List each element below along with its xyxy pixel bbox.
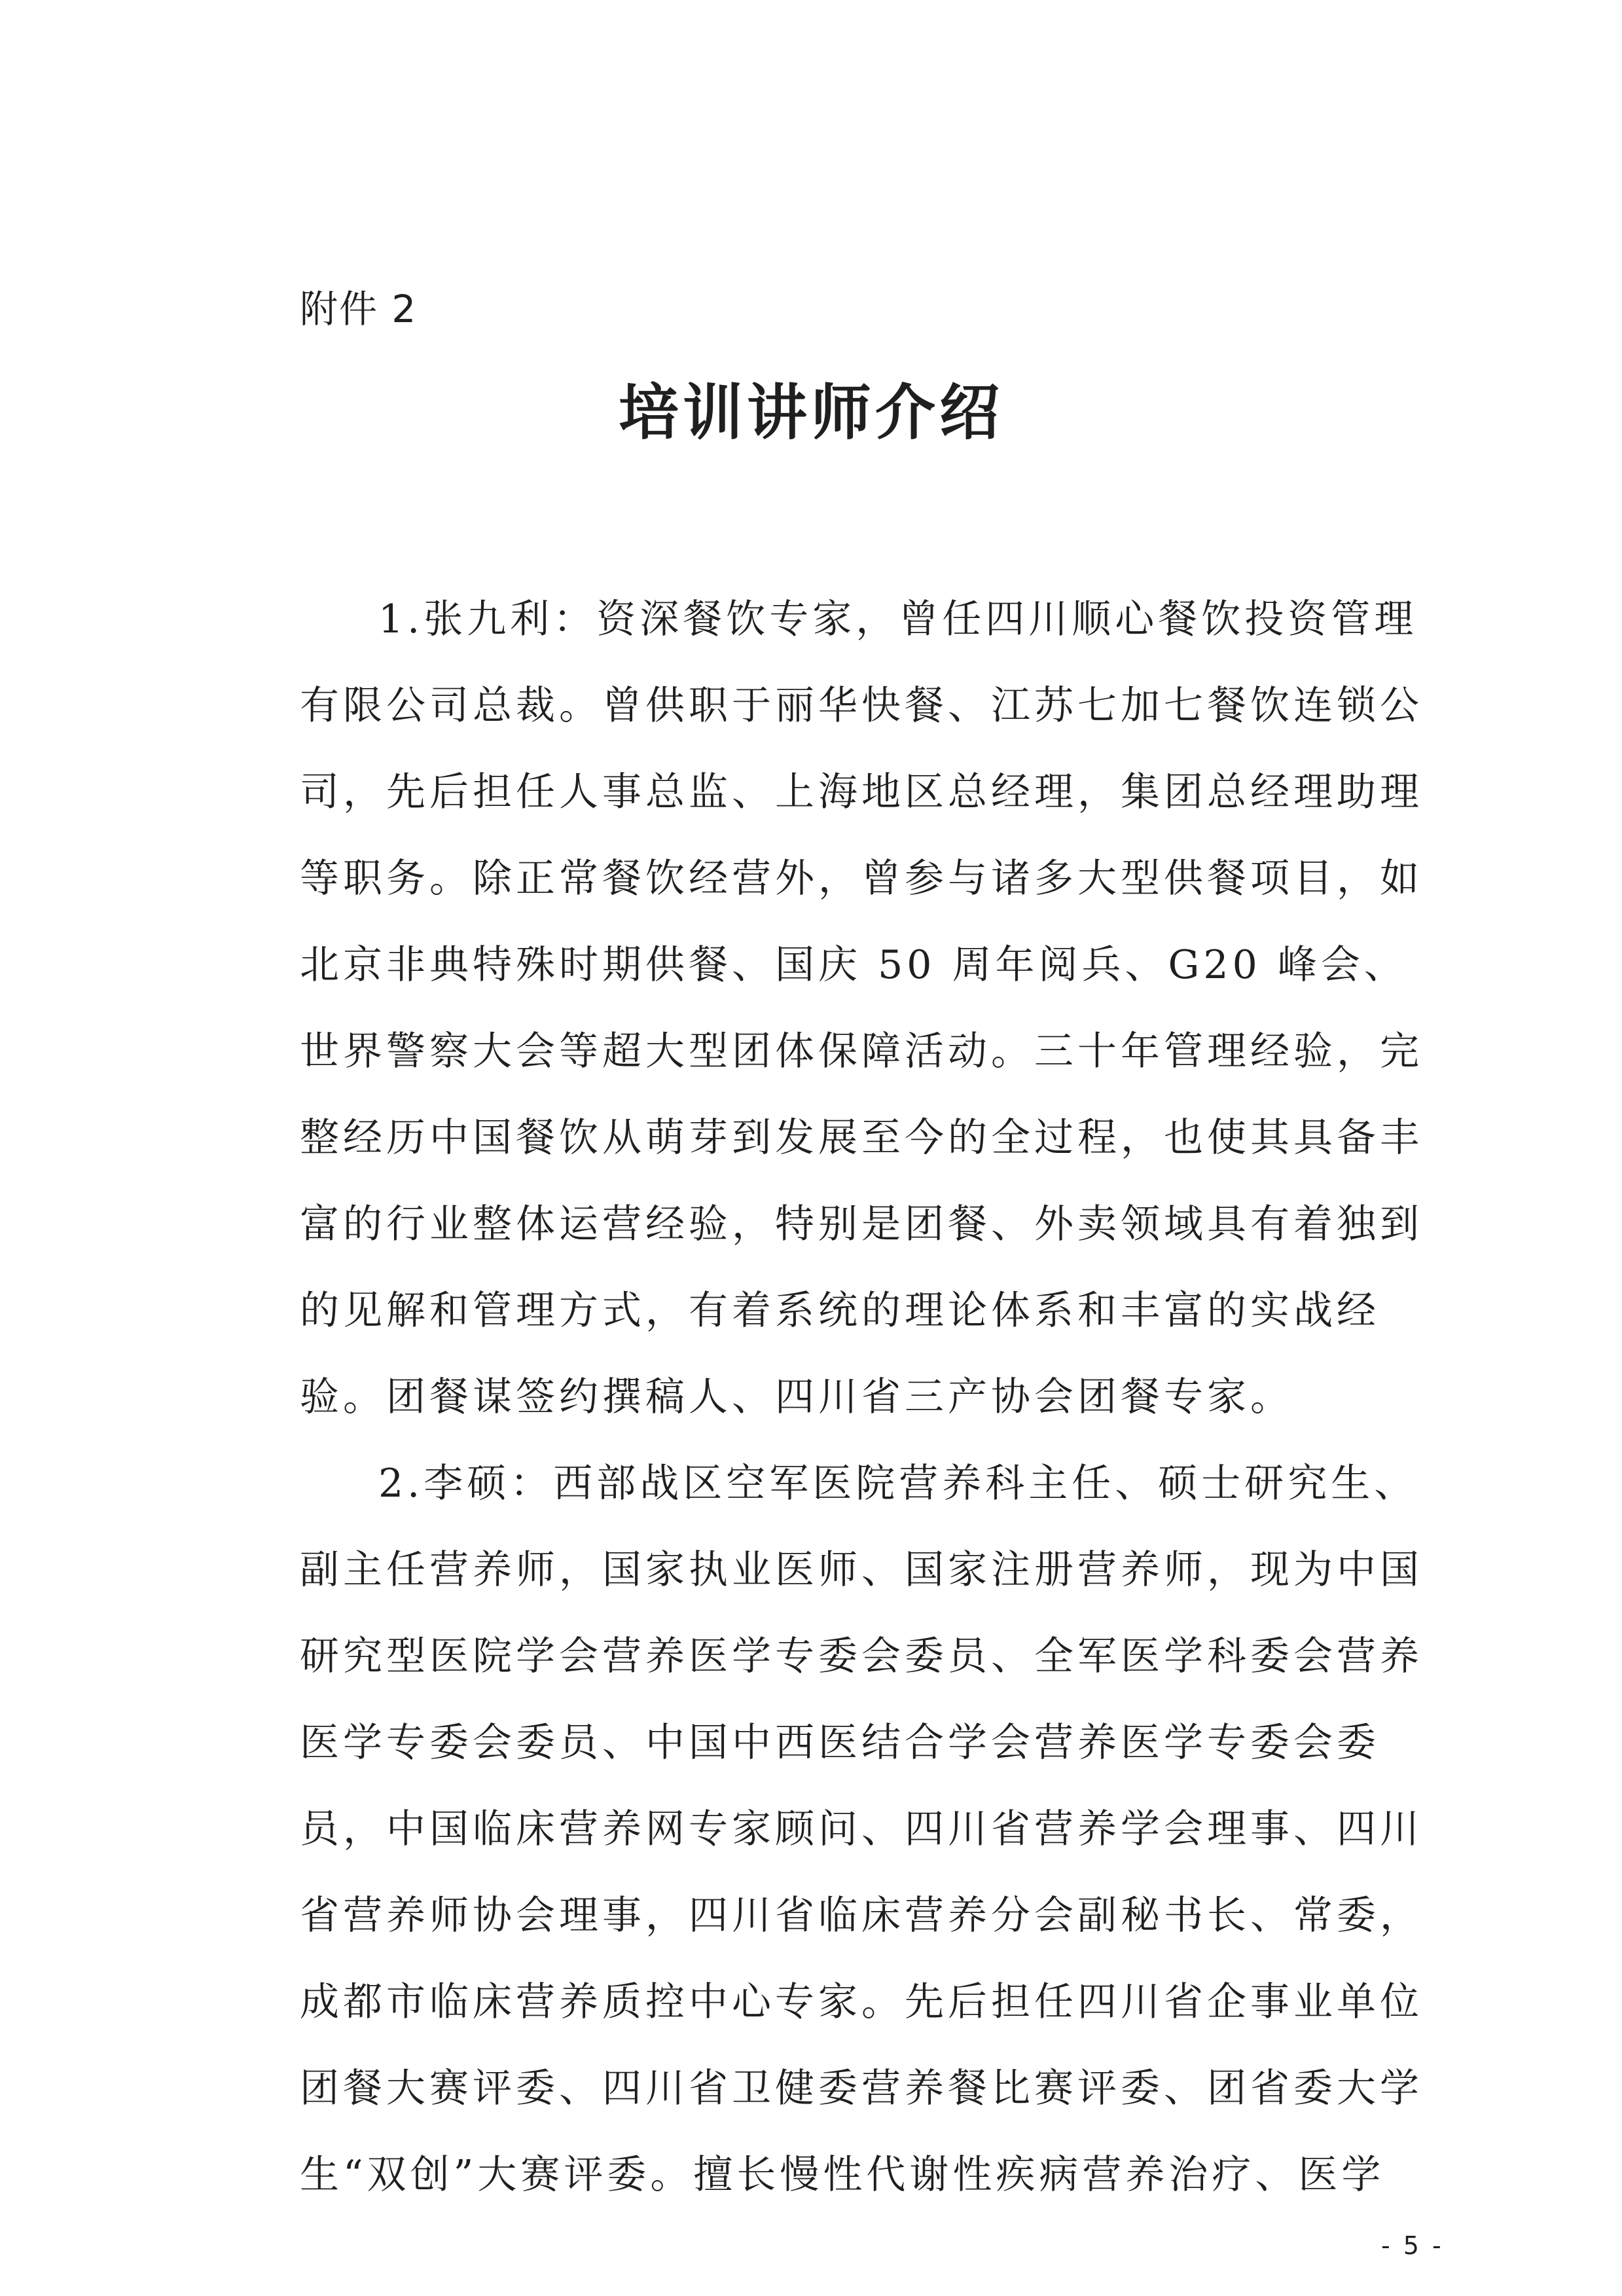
paragraph-instructor-1: 1.张九利：资深餐饮专家，曾任四川顺心餐饮投资管理有限公司总裁。曾供职于丽华快餐、江苏七加七餐饮连锁公司，先后担任人事总监、上海地区总经理，集团总经理助理等职务。除正常餐饮经营外，曾参与诸多大型供餐项目，如北京非典特殊时期供餐、国庆 50 周年阅兵、G20 峰会、世界警察大会等超大型团体保障活动。三十年管理经验，完整经历中国餐饮从萌芽到发展至今的全过程，也使其具备丰富的行业整体运营经验，特别是团餐、外卖领域具有着独到的见解和管理方式，有着系统的理论体系和丰富的实战经验。团餐谋签约撰稿人、四川省三产协会团餐专家。 [300,596,1423,1420]
paragraph-instructor-2: 2.李硕：西部战区空军医院营养科主任、硕士研究生、副主任营养师，国家执业医师、国家注册营养师，现为中国研究型医院学会营养医学专委会委员、全军医学科委会营养医学专委会委员、中国中西医结合学会营养医学专委会委员，中国临床营养网专家顾问、四川省营养学会理事、四川省营养师协会理事，四川省临床营养分会副秘书长、常委，成都市临床营养质控中心专家。先后担任四川省企事业单位团餐大赛评委、四川省卫健委营养餐比赛评委、团省委大学生“双创”大赛评委。擅长慢性代谢性疾病营养治疗、医学 [300,1461,1423,2198]
document-body [300,576,1439,2218]
page-number: - 5 - [1381,2231,1444,2260]
page-title: 培训讲师介绍 [618,378,1003,448]
attachment-label: 附件 2 [300,287,418,331]
